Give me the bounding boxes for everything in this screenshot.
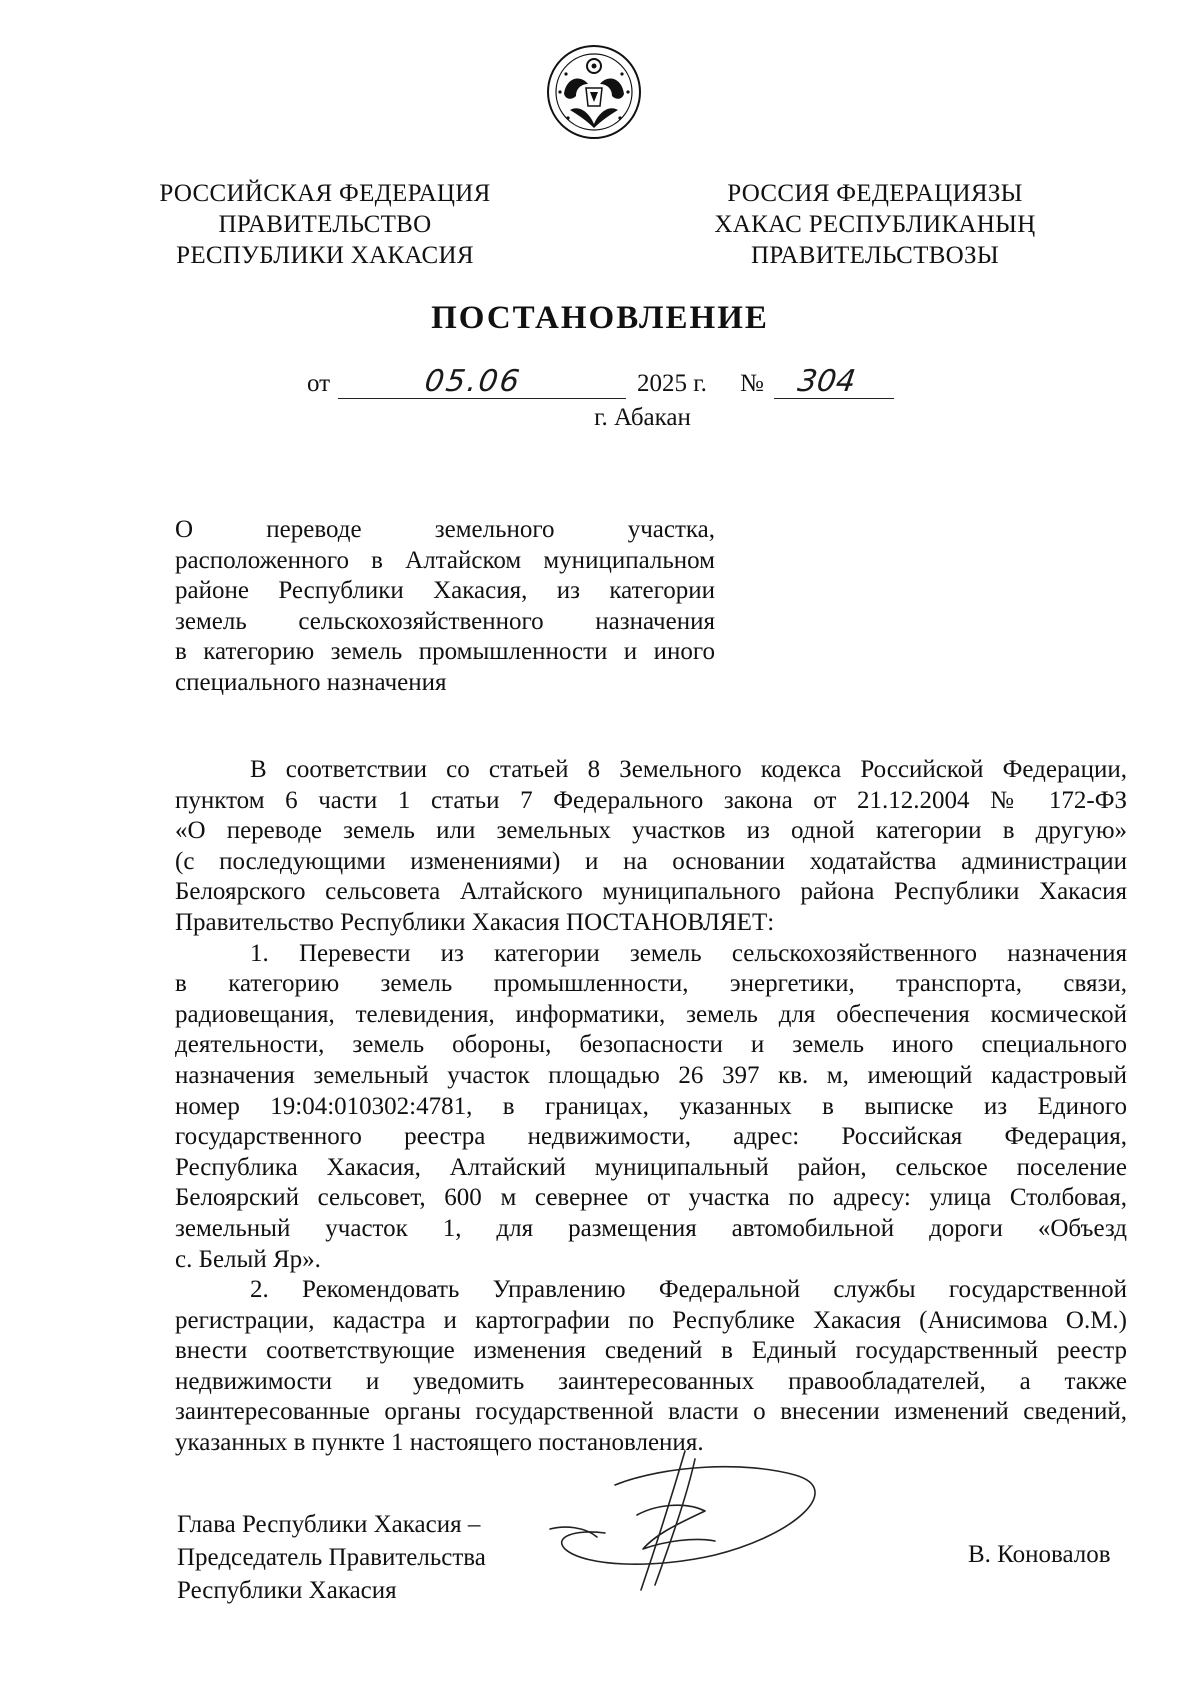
body-line: Белоярский сельсовет, 600 м севернее от участка по адресу: улица Столбовая, <box>175 1184 1127 1212</box>
body-line: земельный участок 1, для размещения автомобильной дороги «Объезд <box>175 1214 1127 1242</box>
body-line: с. Белый Яр». <box>175 1245 321 1273</box>
header-left-line: РОССИЙСКАЯ ФЕДЕРАЦИЯ <box>159 180 491 207</box>
signatory-position-line: Глава Республики Хакасия – <box>177 1511 481 1538</box>
subject-line: специального назначения <box>175 668 447 696</box>
header-left <box>140 178 510 271</box>
subject-line: О переводе земельного участка, <box>175 516 715 543</box>
header-right-line: РОССИЯ ФЕДЕРАЦИЯЗЫ <box>727 180 1023 207</box>
city: г. Абакан <box>594 404 691 431</box>
body-line: регистрации, кадастра и картографии по Республике Хакасия (Анисимова О.М.) <box>175 1306 1127 1334</box>
body-line: назначения земельный участок площадью 26 397 кв. м, имеющий кадастровый <box>175 1061 1127 1089</box>
signatory-position <box>177 1508 486 1607</box>
signatory-position-line: Председатель Правительства <box>177 1544 486 1571</box>
header-right <box>690 178 1060 271</box>
signatory-name: В. Коновалов <box>968 1541 1111 1568</box>
body-line: (с последующими изменениями) и на основании ходатайства администрации <box>175 847 1127 875</box>
document-title: ПОСТАНОВЛЕНИЕ <box>431 300 769 336</box>
decree-subject <box>175 515 715 698</box>
header-left-line: РЕСПУБЛИКИ ХАКАСИЯ <box>176 242 474 269</box>
date-prefix: от <box>307 370 331 397</box>
handwritten-signature-icon <box>545 1445 865 1595</box>
date-year: 2025 г. <box>637 370 707 397</box>
subject-line: земель сельскохозяйственного назначения <box>175 607 715 635</box>
handwritten-number: 304 <box>795 364 858 399</box>
body-line: Республика Хакасия, Алтайский муниципальный район, сельское поселение <box>175 1153 1127 1181</box>
body-line: недвижимости и уведомить заинтересованных правообладателей, а также <box>175 1367 1127 1395</box>
handwritten-date: 05.06 <box>422 364 524 399</box>
body-line: 1. Перевести из категории земель сельскохозяйственного назначения <box>250 939 1127 967</box>
body-line: Правительство Республики Хакасия ПОСТАНОВЛЯЕТ: <box>175 908 775 936</box>
decree-body <box>175 755 1127 1459</box>
body-line: номер 19:04:010302:4781, в границах, указанных в выписке из Единого <box>175 1092 1127 1120</box>
body-line: в категорию земель промышленности, энергетики, транспорта, связи, <box>175 970 1127 998</box>
body-line: указанных в пункте 1 настоящего постановления. <box>175 1429 704 1457</box>
body-line: деятельности, земель обороны, безопасности и земель иного специального <box>175 1031 1127 1059</box>
body-line: Белоярского сельсовета Алтайского муниципального района Республики Хакасия <box>175 878 1127 906</box>
header-right-line: ХАКАС РЕСПУБЛИКАНЫҢ <box>714 211 1036 238</box>
subject-line: расположенного в Алтайском муниципальном <box>175 546 715 574</box>
body-line: пунктом 6 части 1 статьи 7 Федерального закона от 21.12.2004 № 172-ФЗ <box>175 786 1127 814</box>
header-left-line: ПРАВИТЕЛЬСТВО <box>218 211 432 238</box>
subject-line: районе Республики Хакасия, из категории <box>175 577 715 604</box>
body-line: радиовещания, телевидения, информатики, земель для обеспечения космической <box>175 1000 1127 1028</box>
number-sign: № <box>740 370 764 397</box>
coat-of-arms-icon <box>546 44 642 140</box>
subject-line: в категорию земель промышленности и иного <box>175 638 715 665</box>
body-line: 2. Рекомендовать Управлению Федеральной службы государственной <box>250 1276 1127 1304</box>
body-line: В соответствии со статьей 8 Земельного кодекса Российской Федерации, <box>250 756 1127 783</box>
body-line: заинтересованные органы государственной власти о внесении изменений сведений, <box>175 1398 1127 1426</box>
body-line: государственного реестра недвижимости, адрес: Российская Федерация, <box>175 1123 1127 1151</box>
signatory-position-line: Республики Хакасия <box>177 1577 397 1604</box>
header-right-line: ПРАВИТЕЛЬСТВОЗЫ <box>751 242 999 269</box>
body-line: «О переводе земель или земельных участков из одной категории в другую» <box>175 817 1127 845</box>
body-line: внести соответствующие изменения сведений в Единый государственный реестр <box>175 1337 1127 1365</box>
